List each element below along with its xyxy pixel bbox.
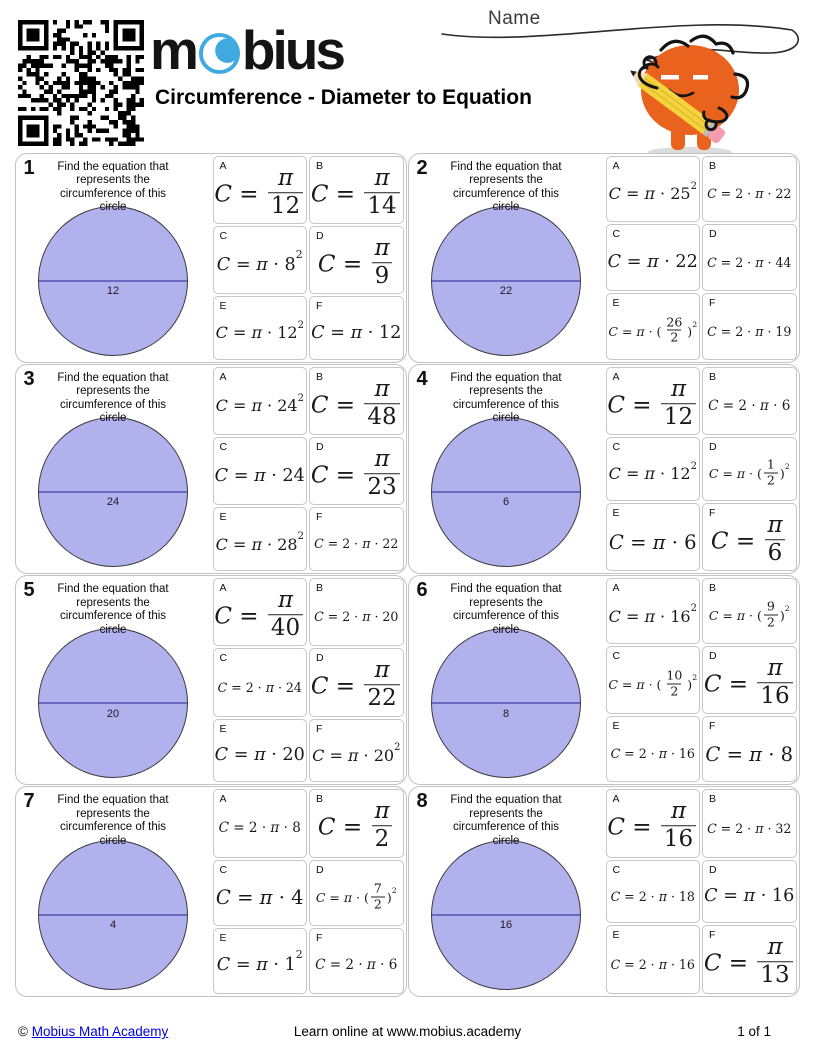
answer-option-c[interactable] — [213, 437, 308, 505]
option-equation: C = 2 · π · 20 — [314, 609, 399, 625]
answer-option-c[interactable] — [213, 648, 308, 716]
answer-option-b[interactable] — [309, 156, 404, 224]
option-equation: C = $\frac{\pi}{13}$ — [704, 937, 795, 992]
mascot-smile — [669, 90, 693, 96]
answer-option-e[interactable] — [213, 928, 308, 994]
problem-instruction — [33, 794, 193, 848]
mascot-eye-right — [693, 75, 708, 80]
answer-option-b[interactable] — [702, 789, 797, 857]
option-letter: D — [709, 650, 717, 662]
answer-option-d[interactable] — [309, 860, 404, 926]
option-equation: C = $\frac{\pi}{6}$ — [711, 515, 788, 570]
diameter-line — [432, 280, 580, 282]
answer-options-grid — [211, 365, 406, 573]
option-letter: A — [219, 582, 227, 594]
option-letter: C — [219, 441, 228, 453]
answer-option-c[interactable] — [213, 226, 308, 294]
question-line: represents the — [469, 807, 543, 820]
problem-number: 8 — [416, 790, 428, 813]
option-letter: B — [709, 793, 717, 806]
answer-option-c[interactable] — [606, 224, 701, 291]
question-line: circumference of this — [59, 398, 167, 411]
option-letter: A — [612, 370, 620, 383]
answer-option-a[interactable] — [606, 578, 701, 644]
problem-left-panel — [409, 365, 604, 573]
question-line: circle — [492, 623, 520, 636]
answer-option-a[interactable] — [606, 789, 701, 857]
mobius-swirl-icon — [197, 31, 242, 76]
logo-text-m: m — [150, 19, 196, 81]
option-letter: C — [612, 650, 621, 662]
answer-option-f[interactable] — [309, 928, 404, 994]
option-equation: C = π · ( $\frac{1}{2}$ )$^2$ — [708, 456, 790, 488]
option-letter: D — [316, 441, 324, 453]
question-line: circumference of this — [59, 187, 167, 200]
option-equation: C = 2 · π · 16 — [610, 746, 695, 762]
name-underline — [442, 25, 798, 69]
answer-options-grid — [211, 154, 406, 362]
mascot-eye-left — [661, 75, 679, 80]
name-label: Name — [488, 8, 541, 29]
option-letter: C — [219, 863, 228, 876]
option-letter: F — [709, 720, 716, 733]
problem-number: 2 — [416, 156, 428, 179]
circle-figure — [431, 840, 581, 990]
option-letter: A — [612, 793, 620, 806]
question-line: circle — [492, 834, 520, 847]
circle-figure — [431, 206, 581, 356]
problem-instruction — [426, 583, 586, 637]
option-equation: C = $\frac{\pi}{12}$ — [607, 379, 698, 434]
answer-option-c[interactable] — [606, 860, 701, 924]
option-letter: B — [709, 370, 717, 383]
option-letter: F — [316, 931, 323, 944]
option-letter: D — [709, 441, 717, 453]
question-line: Find the equation that — [450, 583, 562, 595]
option-letter: B — [709, 159, 717, 172]
option-equation: C = π · ( $\frac{26}{2}$ )$^2$ — [608, 314, 698, 345]
option-equation: $C = \pi \cdot 24^2$ — [215, 392, 304, 416]
problem-box — [15, 575, 407, 785]
mobius-academy-link[interactable]: Mobius Math Academy — [31, 1024, 169, 1039]
problem-box — [15, 153, 407, 363]
problem-number: 7 — [23, 790, 35, 813]
question-line: represents the — [76, 807, 150, 820]
diameter-value: 24 — [106, 496, 120, 509]
option-letter: F — [709, 506, 716, 519]
option-equation: $C = \pi \cdot 28^2$ — [215, 530, 304, 554]
answer-option-f[interactable] — [702, 716, 797, 782]
option-equation: C = $\frac{\pi}{2}$ — [318, 801, 395, 856]
problems-grid — [14, 152, 800, 997]
answer-option-f[interactable] — [309, 507, 404, 571]
option-letter: D — [316, 652, 324, 665]
mascot-face — [641, 45, 739, 135]
answer-option-a[interactable] — [213, 578, 308, 646]
option-equation: C = π · 4 — [215, 886, 304, 910]
qr-code — [18, 20, 144, 146]
problem-left-panel — [409, 154, 604, 362]
option-letter: C — [612, 863, 621, 876]
question-line: represents the — [76, 385, 150, 398]
option-equation: C = π · 12 — [311, 322, 402, 343]
option-equation: C = 2 · π · 16 — [610, 956, 695, 972]
diameter-line — [432, 914, 580, 916]
circle-figure — [38, 628, 188, 778]
page-indicator: 1 of 1 — [737, 1024, 771, 1039]
option-equation: C = $\frac{\pi}{40}$ — [214, 590, 305, 645]
option-letter: B — [316, 370, 324, 383]
mascot-arm-right — [704, 108, 727, 130]
logo-text-bius: bius — [241, 19, 343, 81]
option-letter: B — [316, 159, 324, 172]
problem-instruction — [33, 161, 193, 215]
option-letter: E — [612, 297, 620, 309]
circle-figure — [38, 206, 188, 356]
question-line: circle — [99, 623, 127, 636]
option-equation: C = $\frac{\pi}{9}$ — [318, 238, 395, 293]
problem-box — [15, 364, 407, 574]
option-equation: $C = \pi \cdot 25^2$ — [608, 180, 697, 204]
option-letter: E — [612, 506, 620, 519]
option-letter: D — [316, 229, 324, 242]
option-equation: $C = \pi \cdot 8^2$ — [216, 247, 303, 275]
answer-option-c[interactable] — [213, 860, 308, 926]
problem-number: 1 — [23, 156, 35, 179]
question-line: Find the equation that — [450, 794, 562, 807]
option-equation: C = π · ( $\frac{10}{2}$ )$^2$ — [608, 667, 698, 699]
question-line: represents the — [469, 596, 543, 609]
question-line: represents the — [469, 174, 543, 187]
question-line: circle — [492, 201, 520, 214]
option-letter: E — [219, 511, 227, 524]
diameter-value: 22 — [499, 285, 513, 298]
option-equation: C = $\frac{\pi}{48}$ — [311, 379, 402, 434]
problem-box — [408, 786, 800, 996]
option-equation: C = 2 · π · 18 — [610, 888, 695, 904]
diameter-line — [432, 491, 580, 493]
option-equation: C = 2 · π · 22 — [707, 186, 792, 202]
question-line: Find the equation that — [450, 371, 562, 384]
answer-options-grid — [211, 576, 406, 784]
option-equation: C = π · ( $\frac{7}{2}$ )$^2$ — [315, 880, 397, 911]
answer-option-e[interactable] — [606, 503, 701, 571]
problem-left-panel — [409, 576, 604, 784]
answer-option-d[interactable] — [309, 648, 404, 716]
option-letter: A — [219, 159, 227, 172]
mascot-body-group — [625, 36, 747, 155]
mobius-logo — [150, 18, 343, 82]
question-line: circumference of this — [59, 610, 167, 623]
problem-instruction — [33, 583, 193, 637]
problem-instruction — [426, 161, 586, 215]
answer-option-b[interactable] — [702, 367, 797, 435]
answer-options-grid — [604, 787, 799, 995]
answer-option-a[interactable] — [213, 789, 308, 857]
problem-left-panel — [16, 787, 211, 995]
question-line: circle — [99, 834, 127, 847]
diameter-value: 4 — [109, 918, 117, 931]
option-equation: C = π · 24 — [214, 465, 305, 486]
option-equation: C = 2 · π · 8 — [218, 820, 301, 837]
question-line: circle — [99, 201, 127, 214]
question-line: represents the — [76, 174, 150, 187]
answer-options-grid — [604, 365, 799, 573]
problem-box — [408, 153, 800, 363]
option-equation: C = 2 · π · 32 — [707, 820, 792, 836]
answer-option-d[interactable] — [702, 646, 797, 714]
option-equation: C = 2 · π · 6 — [708, 397, 791, 414]
option-equation: C = $\frac{\pi}{23}$ — [311, 449, 402, 504]
diameter-value: 20 — [106, 707, 120, 720]
option-letter: E — [219, 722, 227, 735]
option-letter: F — [316, 722, 323, 735]
worksheet-footer — [0, 1020, 815, 1046]
answer-option-d[interactable] — [309, 437, 404, 505]
option-letter: B — [316, 793, 324, 806]
mascot-arm-left — [639, 57, 658, 88]
answer-option-a[interactable] — [606, 367, 701, 435]
option-equation: C = π · 8 — [705, 742, 794, 766]
answer-option-e[interactable] — [213, 719, 308, 783]
option-letter: C — [219, 229, 228, 242]
problem-number: 6 — [416, 579, 428, 601]
question-line: circle — [492, 412, 520, 425]
option-letter: D — [709, 228, 717, 241]
problem-box — [408, 575, 800, 785]
problem-left-panel — [16, 154, 211, 362]
option-equation: $C = \pi \cdot 1^2$ — [216, 948, 303, 976]
answer-option-c[interactable] — [606, 646, 701, 714]
option-letter: A — [612, 582, 620, 594]
question-line: circle — [99, 412, 127, 425]
answer-option-d[interactable] — [702, 437, 797, 501]
option-equation: $C = \pi \cdot 12^2$ — [608, 460, 697, 484]
answer-options-grid — [604, 576, 799, 784]
problem-number: 5 — [23, 579, 35, 601]
question-line: Find the equation that — [57, 371, 169, 384]
option-equation: $C = \pi \cdot 12^2$ — [215, 319, 304, 343]
problem-number: 3 — [23, 367, 35, 390]
answer-option-e[interactable] — [606, 716, 701, 782]
option-letter: E — [219, 931, 227, 944]
option-equation: C = π · ( $\frac{9}{2}$ )$^2$ — [708, 598, 790, 630]
option-equation: C = π · 20 — [214, 745, 305, 766]
option-equation: C = 2 · π · 44 — [707, 254, 792, 270]
option-equation: C = π · 6 — [608, 530, 697, 554]
question-line: circumference of this — [59, 821, 167, 834]
answer-option-a[interactable] — [213, 367, 308, 435]
diameter-value: 16 — [499, 918, 513, 931]
answer-option-e[interactable] — [213, 296, 308, 360]
option-equation: C = $\frac{\pi}{16}$ — [607, 801, 698, 856]
answer-option-f[interactable] — [702, 293, 797, 360]
problem-instruction — [426, 794, 586, 848]
diameter-value: 6 — [502, 496, 510, 509]
diameter-line — [39, 702, 187, 704]
answer-options-grid — [211, 787, 406, 995]
mascot-hair — [661, 36, 748, 98]
page-title: Circumference - Diameter to Equation — [155, 86, 532, 109]
option-letter: C — [612, 441, 621, 453]
answer-option-d[interactable] — [309, 226, 404, 294]
question-line: circumference of this — [452, 398, 560, 411]
option-equation: C = 2 · π · 6 — [315, 957, 398, 974]
option-letter: F — [709, 929, 716, 942]
diameter-line — [39, 914, 187, 916]
circle-figure — [38, 840, 188, 990]
answer-options-grid — [604, 154, 799, 362]
question-line: represents the — [76, 596, 150, 609]
answer-option-b[interactable] — [309, 789, 404, 857]
option-equation: C = $\frac{\pi}{16}$ — [704, 658, 795, 713]
question-line: circumference of this — [452, 610, 560, 623]
answer-option-b[interactable] — [702, 156, 797, 223]
answer-option-a[interactable] — [213, 156, 308, 224]
option-equation: C = $\frac{\pi}{14}$ — [311, 168, 402, 223]
answer-option-f[interactable] — [309, 296, 404, 360]
circle-figure — [431, 628, 581, 778]
option-letter: E — [612, 929, 620, 942]
option-letter: B — [316, 582, 324, 594]
circle-figure — [38, 417, 188, 567]
diameter-line — [39, 280, 187, 282]
problem-left-panel — [16, 365, 211, 573]
question-line: Find the equation that — [450, 160, 562, 173]
problem-box — [408, 364, 800, 574]
option-equation: $C = \pi \cdot 20^2$ — [312, 742, 401, 765]
answer-option-b[interactable] — [309, 367, 404, 435]
question-line: Find the equation that — [57, 583, 169, 595]
option-letter: A — [219, 793, 227, 806]
option-equation: C = 2 · π · 24 — [217, 679, 302, 695]
option-equation: C = π · 16 — [704, 886, 795, 907]
problem-number: 4 — [416, 367, 428, 390]
option-letter: D — [709, 863, 717, 876]
option-equation: C = $\frac{\pi}{22}$ — [311, 660, 402, 715]
option-letter: F — [709, 297, 716, 309]
option-letter: C — [612, 228, 621, 241]
option-letter: E — [612, 720, 620, 733]
answer-option-d[interactable] — [702, 224, 797, 291]
option-letter: A — [612, 159, 620, 172]
answer-option-f[interactable] — [309, 719, 404, 783]
problem-instruction — [33, 372, 193, 426]
problem-instruction — [426, 372, 586, 426]
answer-option-e[interactable] — [213, 507, 308, 571]
problem-left-panel — [16, 576, 211, 784]
question-line: Find the equation that — [57, 160, 169, 173]
question-line: circumference of this — [452, 187, 560, 200]
option-equation: $C = \pi \cdot 16^2$ — [608, 602, 697, 626]
pencil-icon — [625, 64, 726, 145]
option-equation: C = 2 · π · 19 — [707, 323, 792, 339]
option-letter: F — [316, 511, 323, 524]
option-equation: C = $\frac{\pi}{12}$ — [214, 168, 305, 223]
answer-option-b[interactable] — [309, 578, 404, 646]
answer-option-e[interactable] — [606, 925, 701, 993]
answer-option-e[interactable] — [606, 293, 701, 360]
option-letter: A — [219, 370, 227, 383]
option-letter: C — [219, 652, 228, 665]
copyright-symbol: © — [18, 1024, 28, 1039]
answer-option-f[interactable] — [702, 925, 797, 993]
circle-figure — [431, 417, 581, 567]
diameter-line — [39, 491, 187, 493]
question-line: circumference of this — [452, 821, 560, 834]
question-line: Find the equation that — [57, 794, 169, 807]
question-line: represents the — [469, 385, 543, 398]
diameter-value: 12 — [106, 285, 120, 298]
worksheet-header — [0, 0, 815, 152]
answer-option-b[interactable] — [702, 578, 797, 644]
option-letter: B — [709, 582, 717, 594]
option-equation: C = 2 · π · 22 — [314, 536, 399, 552]
option-letter: D — [316, 863, 324, 876]
answer-option-d[interactable] — [702, 860, 797, 924]
problem-left-panel — [409, 787, 604, 995]
option-equation: C = π · 22 — [607, 252, 698, 273]
footer-tagline: Learn online at www.mobius.academy — [293, 1024, 522, 1039]
option-letter: E — [219, 300, 227, 312]
answer-option-c[interactable] — [606, 437, 701, 501]
answer-option-f[interactable] — [702, 503, 797, 571]
problem-box — [15, 786, 407, 996]
option-letter: F — [316, 300, 323, 312]
diameter-value: 8 — [502, 707, 510, 720]
diameter-line — [432, 702, 580, 704]
answer-option-a[interactable] — [606, 156, 701, 223]
